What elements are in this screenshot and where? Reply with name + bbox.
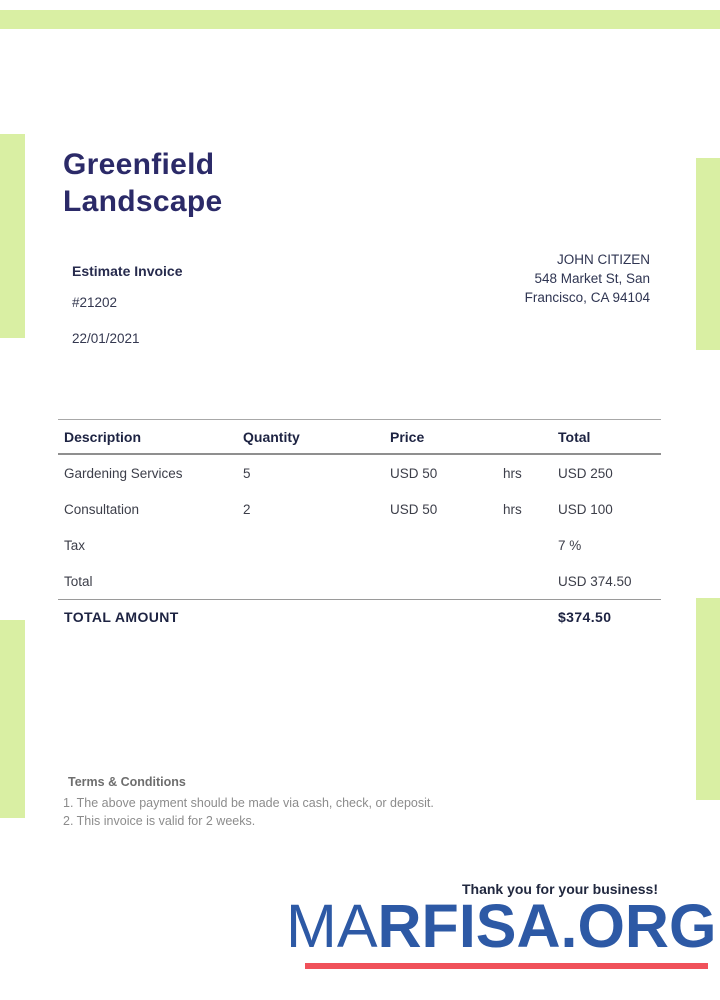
cell-quantity: 2 <box>243 501 251 517</box>
customer-address-line2: Francisco, CA 94104 <box>524 290 650 305</box>
watermark-underline <box>305 963 708 969</box>
invoice-number: #21202 <box>72 295 118 310</box>
table-row <box>58 455 661 491</box>
terms-item: 1. The above payment should be made via cash, check, or deposit. <box>63 796 434 810</box>
watermark-part-suffix: .ORG <box>560 892 717 960</box>
invoice-date: 22/01/2021 <box>72 331 140 346</box>
column-header-price: Price <box>390 428 425 445</box>
terms-item: 2. This invoice is valid for 2 weeks. <box>63 814 256 828</box>
accent-bar-left-lower <box>0 620 25 818</box>
grand-total-row <box>58 599 661 634</box>
table-header-row <box>58 419 661 455</box>
marfisa-watermark-logo <box>286 892 717 960</box>
table-row <box>58 563 661 599</box>
cell-total: USD 100 <box>558 501 613 517</box>
column-header-description: Description <box>64 428 142 445</box>
line-items-table <box>58 419 661 634</box>
customer-address-block <box>525 250 650 307</box>
cell-quantity: 5 <box>243 465 251 481</box>
grand-total-value: $374.50 <box>558 609 612 625</box>
accent-bar-left-upper <box>0 134 25 338</box>
company-name-line2: Landscape <box>63 185 223 218</box>
cell-description: Total <box>64 573 93 589</box>
table-row <box>58 527 661 563</box>
cell-price: USD 50 <box>390 465 438 481</box>
customer-address-line1: 548 Market St, San <box>534 271 650 286</box>
cell-total: USD 250 <box>558 465 613 481</box>
column-header-quantity: Quantity <box>243 428 300 445</box>
company-name-line1: Greenfield <box>63 148 215 181</box>
cell-unit: hrs <box>503 465 522 481</box>
accent-bar-right-lower <box>696 598 720 800</box>
grand-total-label: TOTAL AMOUNT <box>64 609 179 625</box>
customer-name: JOHN CITIZEN <box>557 252 650 267</box>
terms-and-conditions <box>63 775 434 830</box>
column-header-total: Total <box>558 428 591 445</box>
terms-title: Terms & Conditions <box>68 775 186 789</box>
cell-description: Gardening Services <box>64 465 183 481</box>
cell-description: Tax <box>64 537 86 553</box>
cell-unit: hrs <box>503 501 522 517</box>
cell-price: USD 50 <box>390 501 438 517</box>
cell-description: Consultation <box>64 501 140 517</box>
accent-bar-top <box>0 10 720 29</box>
table-body <box>58 455 661 599</box>
cell-total: 7 % <box>558 537 582 553</box>
terms-list <box>63 794 434 830</box>
company-name <box>63 146 222 220</box>
watermark-part-bold: RFISA <box>377 892 561 960</box>
watermark-part-light: MA <box>286 892 378 960</box>
document-type-label: Estimate Invoice <box>72 263 183 279</box>
table-row <box>58 491 661 527</box>
cell-total: USD 374.50 <box>558 573 632 589</box>
accent-bar-right-upper <box>696 158 720 350</box>
thank-you-message: Thank you for your business! <box>461 881 658 897</box>
